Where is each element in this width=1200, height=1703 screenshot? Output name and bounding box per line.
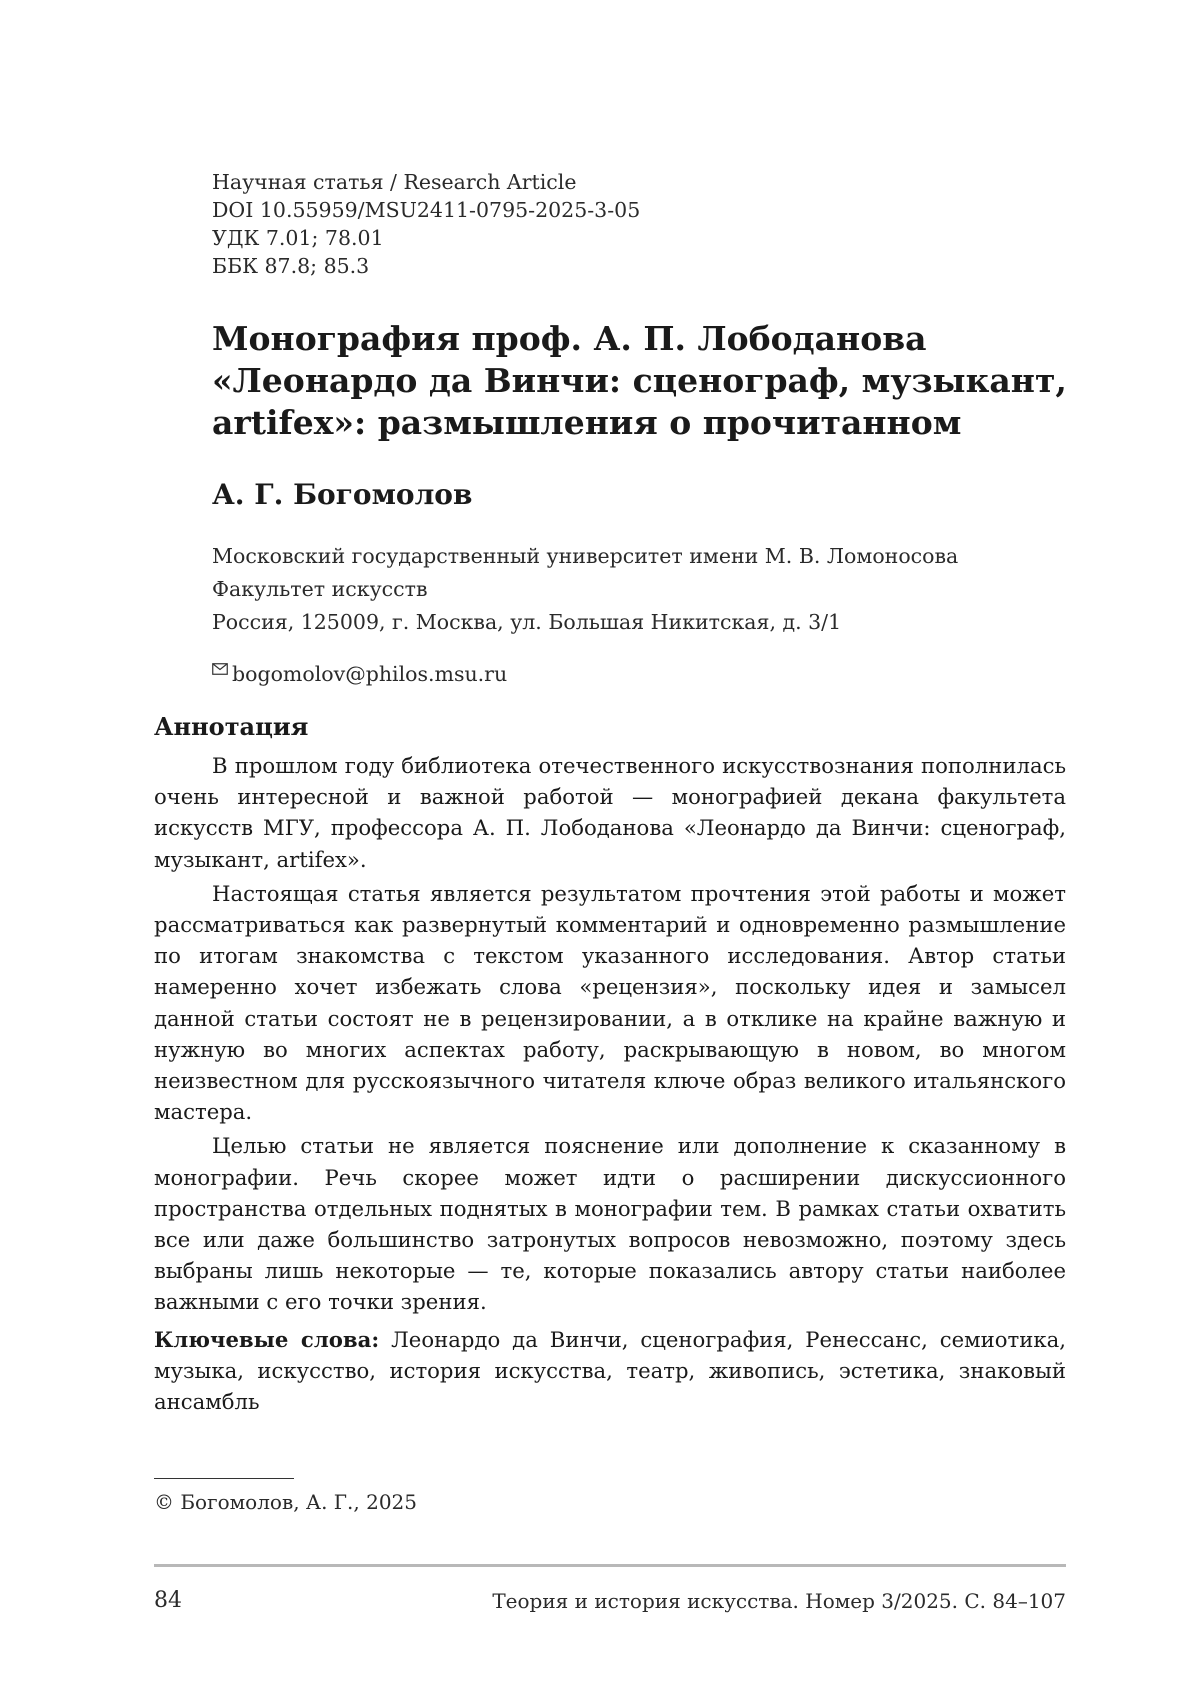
abstract-paragraph: Настоящая статья является результатом прочтения этой работы и может рассматриваться как развернутый комментарий и одновременно размышление по итогам знакомства с текстом указанного исследования. Автор статьи намеренно хочет избежать слова «рецензия», поскольку идея и замысел данной статьи состоят не в рецензировании, а в отклике на крайне важную и нужную во многих аспектах работу, раскрывающую в новом, во многом неизвестном для русскоязычного читателя ключе образ великого итальянского мастера.: [154, 880, 1066, 1125]
keywords: [154, 1324, 1066, 1418]
journal-citation: Теория и история искусства. Номер 3/2025. С. 84–107: [492, 1589, 1066, 1613]
affiliation-university: Московский государственный университет имени М. В. Ломоносова: [212, 544, 959, 568]
author-name: А. Г. Богомолов: [212, 478, 473, 511]
footnote-divider: [154, 1478, 294, 1479]
article-title: [212, 318, 1067, 444]
affiliation-address: Россия, 125009, г. Москва, ул. Большая Никитская, д. 3/1: [212, 610, 842, 634]
author-email: [212, 656, 507, 686]
article-type: Научная статья / Research Article: [212, 170, 577, 194]
abstract-paragraph: Целью статьи не является пояснение или дополнение к сказанному в монографии. Речь скорее может идти о расширении дискуссионного пространства отдельных поднятых в монографии тем. В рамках статьи охватить все или даже большинство затронутых вопросов невозможно, поэтому здесь выбраны лишь некоторые — те, которые показались автору статьи наиболее важными с его точки зрения.: [154, 1133, 1066, 1315]
keywords-label: Ключевые слова:: [154, 1327, 380, 1352]
title-line: Монография проф. А. П. Лободанова: [212, 319, 927, 358]
bbk: ББК 87.8; 85.3: [212, 254, 370, 278]
affiliation-faculty: Факультет искусств: [212, 577, 428, 601]
envelope-icon: [212, 656, 228, 680]
udk: УДК 7.01; 78.01: [212, 226, 384, 250]
doi: DOI 10.55959/MSU2411-0795-2025-3-05: [212, 198, 641, 222]
copyright-note: © Богомолов, А. Г., 2025: [154, 1490, 418, 1514]
footer-divider: [154, 1564, 1066, 1567]
affiliation: [212, 540, 958, 639]
title-line: artifex»: размышления о прочитанном: [212, 403, 962, 442]
keywords-text: Леонардо да Винчи, сценография, Ренессанс, семиотика, музыка, искусство, история искусства, театр, живопись, эстетика, знаковый ансамбль: [154, 1327, 1066, 1415]
title-line: «Леонардо да Винчи: сценограф, музыкант,: [212, 361, 1067, 400]
email-link[interactable]: bogomolov@philos.msu.ru: [232, 662, 508, 686]
abstract-heading: Аннотация: [154, 712, 309, 741]
page-number: 84: [154, 1588, 182, 1613]
abstract-body: [154, 750, 1066, 1321]
article-metadata: [212, 168, 640, 280]
abstract-paragraph: В прошлом году библиотека отечественного искусствознания пополнилась очень интересной и важной работой — монографией декана факультета искусств МГУ, профессора А. П. Лободанова «Леонардо да Винчи: сценограф, музыкант, artifex».: [154, 753, 1066, 872]
